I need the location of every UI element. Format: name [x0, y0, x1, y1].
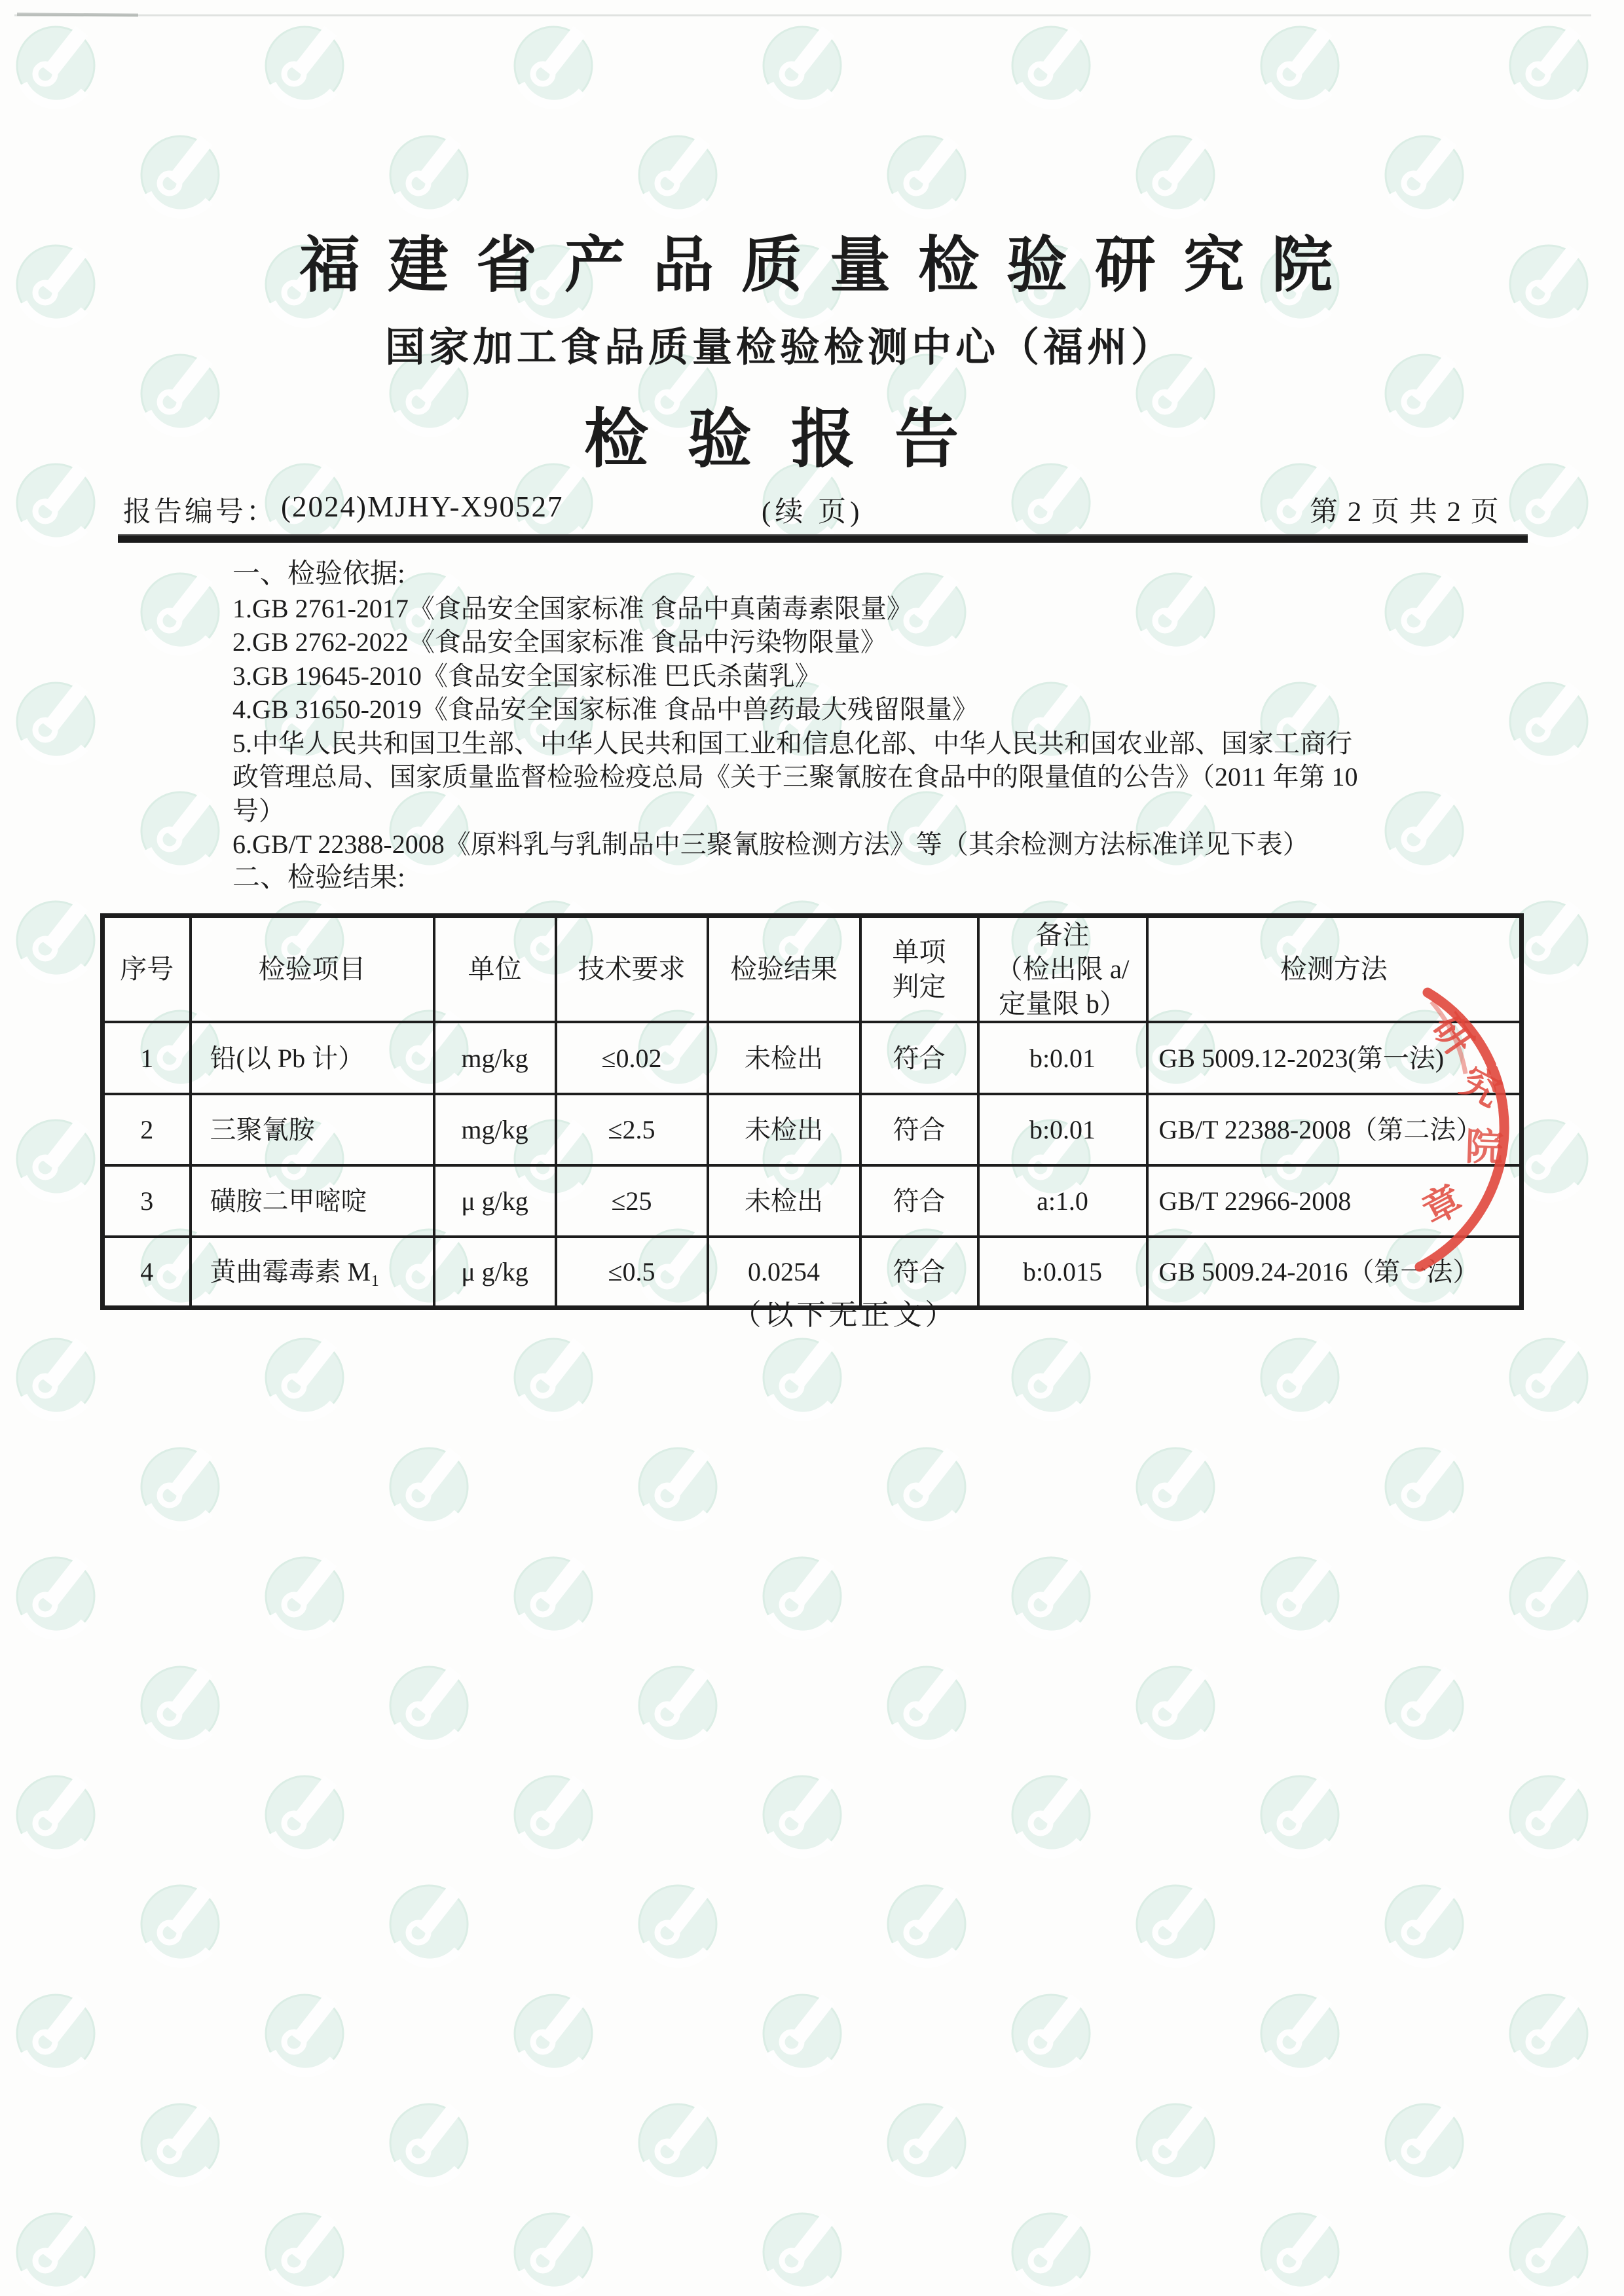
basis-line: 2.GB 2762-2022《食品安全国家标准 食品中污染物限量》 — [232, 627, 887, 657]
testing-center-subtitle: 国家加工食品质量检验检测中心（福州） — [385, 325, 1175, 369]
table-cell: 4 — [103, 1237, 191, 1307]
no-more-text-note: （以下无正文） — [732, 1299, 957, 1331]
table-cell: b:0.01 — [978, 1022, 1147, 1094]
table-cell: mg/kg — [434, 1022, 556, 1094]
basis-line: 5.中华人民共和国卫生部、中华人民共和国工业和信息化部、中华人民共和国农业部、国家工商行 — [232, 728, 1352, 758]
report-meta-row — [0, 490, 1624, 529]
table-cell: a:1.0 — [978, 1165, 1147, 1237]
basis-line: 1.GB 2761-2017《食品安全国家标准 食品中真菌毒素限量》 — [232, 593, 913, 623]
table-cell: 符合 — [860, 1022, 978, 1094]
table-cell: 符合 — [860, 1237, 978, 1307]
basis-section — [232, 558, 1562, 895]
header-rule — [118, 534, 1528, 543]
table-cell: 三聚氰胺 — [191, 1094, 434, 1165]
table-cell: 2 — [103, 1094, 191, 1165]
stamp-glyph: 院 — [1464, 1125, 1504, 1170]
basis-line: 6.GB/T 22388-2008《原料乳与乳制品中三聚氰胺检测方法》等（其余检测方法标准详见下表） — [232, 829, 1309, 859]
table-cell: ≤0.02 — [556, 1022, 708, 1094]
table-cell: 未检出 — [708, 1022, 860, 1094]
basis-line: 3.GB 19645-2010《食品安全国家标准 巴氏杀菌乳》 — [232, 661, 821, 691]
table-cell: b:0.01 — [978, 1094, 1147, 1165]
page-indicator: 第 2 页 共 2 页 — [1310, 497, 1500, 528]
header-cell-result: 检验结果 — [708, 916, 860, 1023]
inspection-stamp — [1244, 917, 1559, 1322]
table-cell: GB 5009.24-2016（第一法） — [1147, 1237, 1522, 1307]
table-cell: ≤25 — [556, 1165, 708, 1237]
table-cell: μ g/kg — [434, 1237, 556, 1307]
table-cell: GB/T 22966-2008 — [1147, 1165, 1522, 1237]
header-cell-item: 检验项目 — [191, 916, 434, 1023]
header-cell-method: 检测方法 — [1147, 916, 1522, 1023]
table-cell: 黄曲霉毒素 M₁ — [191, 1237, 434, 1307]
table-cell: 铅(以 Pb 计） — [191, 1022, 434, 1094]
table-cell: b:0.015 — [978, 1237, 1147, 1307]
results-heading: 二、检验结果: — [232, 862, 405, 893]
basis-line: 4.GB 31650-2019《食品安全国家标准 食品中兽药最大残留限量》 — [232, 695, 978, 724]
report-no-value: (2024)MJHY-X90527 — [281, 490, 564, 523]
table-cell: 未检出 — [708, 1094, 860, 1165]
table-cell: GB/T 22388-2008（第二法） — [1147, 1094, 1522, 1165]
continuation-note: (续 页) — [762, 497, 864, 528]
institute-title: 福建省产品质量检验研究院 — [299, 232, 1360, 300]
stamp-glyph: 究 — [1454, 1059, 1508, 1116]
table-cell: 符合 — [860, 1165, 978, 1237]
header-cell-judgement: 单项 判定 — [860, 916, 978, 1023]
header-cell-remark: 备注 （检出限 a/ 定量限 b） — [978, 916, 1147, 1023]
table-cell: 磺胺二甲嘧啶 — [191, 1165, 434, 1237]
table-cell: μ g/kg — [434, 1165, 556, 1237]
table-cell: 符合 — [860, 1094, 978, 1165]
table-cell: 未检出 — [708, 1165, 860, 1237]
header-cell-seq: 序号 — [103, 916, 191, 1023]
basis-line: 政管理总局、国家质量监督检验检疫总局《关于三聚氰胺在食品中的限量值的公告》（2011 年第 10 — [232, 762, 1358, 792]
report-no-label: 报告编号： — [123, 497, 277, 528]
table-cell: 1 — [103, 1022, 191, 1094]
header-cell-requirement: 技术要求 — [556, 916, 708, 1023]
report-title: 检验报告 — [584, 405, 999, 475]
table-cell: ≤0.5 — [556, 1237, 708, 1307]
header-cell-unit: 单位 — [434, 916, 556, 1023]
table-cell: 0.0254 — [708, 1237, 860, 1307]
table-cell: ≤2.5 — [556, 1094, 708, 1165]
table-cell: GB 5009.12-2023(第一法) — [1147, 1022, 1522, 1094]
table-cell: 3 — [103, 1165, 191, 1237]
stamp-glyph: 研 — [1424, 1007, 1481, 1063]
stamp-glyph: 章 — [1415, 1177, 1469, 1233]
table-cell: mg/kg — [434, 1094, 556, 1165]
basis-heading: 一、检验依据: — [232, 559, 405, 589]
basis-line: 号） — [232, 795, 285, 826]
